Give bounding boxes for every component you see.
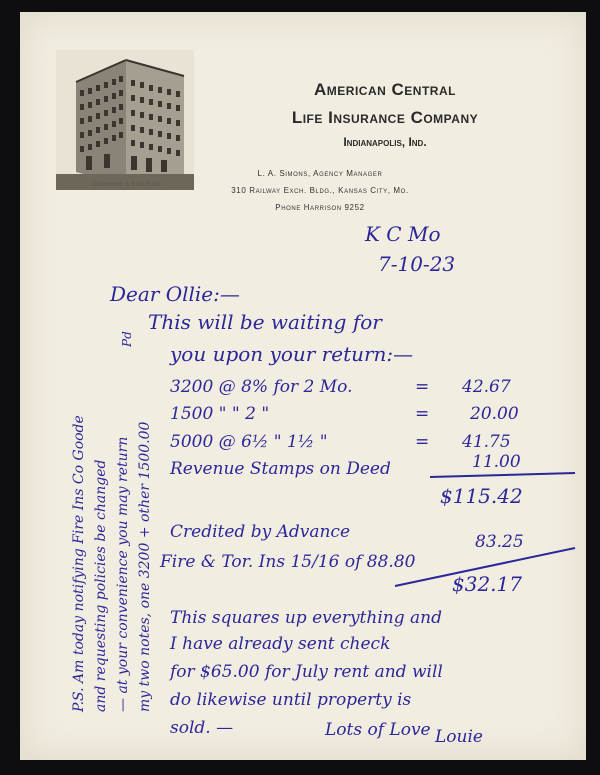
company-name-line2: Life Insurance Company — [291, 108, 479, 127]
closing: Lots of Love — [325, 720, 431, 740]
row-1-eq: = — [415, 377, 430, 397]
company-name-line1: American Central — [314, 80, 456, 99]
letter-place: K C Mo — [365, 222, 441, 246]
credited-label: Credited by Advance — [170, 522, 351, 542]
row-2-amount: 20.00 — [470, 404, 519, 424]
letter-sheet — [20, 12, 586, 760]
body-line-2: I have already sent check — [170, 634, 391, 654]
row-4-amount: 11.00 — [472, 452, 521, 472]
signature: Louie — [435, 727, 483, 747]
total-amount: $115.42 — [440, 484, 523, 508]
letter-date: 7-10-23 — [378, 252, 456, 276]
postscript-line-4: my two notes, one 3200 + other 1500.00 — [137, 421, 153, 712]
agency-address: 310 Railway Exch. Bldg., Kansas City, Mo. — [231, 186, 409, 195]
intro-line-1: This will be waiting for — [148, 310, 382, 334]
postscript-line-3: — at your convenience you may return — [115, 436, 131, 712]
row-3-eq: = — [415, 432, 430, 452]
body-line-4: do likewise until property is — [170, 690, 412, 710]
postscript-line-2: and requesting policies be changed — [93, 459, 109, 712]
agency-manager: L. A. Simons, Agency Manager — [257, 169, 383, 178]
building-caption: COMPANY'S BUILDING — [92, 182, 162, 188]
ink-rules — [20, 12, 586, 760]
balance-amount: $32.17 — [452, 572, 522, 596]
fire-insurance-amount: 83.25 — [475, 532, 524, 552]
agency-phone: Phone Harrison 9252 — [275, 203, 365, 212]
intro-line-2: you upon your return:— — [170, 342, 414, 366]
body-line-1: This squares up everything and — [170, 608, 442, 628]
postscript-initials: Pd — [120, 331, 134, 347]
row-1-label: 3200 @ 8% for 2 Mo. — [170, 377, 353, 397]
salutation: Dear Ollie:— — [110, 282, 240, 306]
row-1-amount: 42.67 — [462, 377, 511, 397]
balance-rule — [395, 548, 575, 586]
postscript-line-1: P.S. Am today notifying Fire Ins Co Goode — [71, 415, 87, 712]
row-3-label: 5000 @ 6½ " 1½ " — [170, 432, 328, 452]
body-line-3: for $65.00 for July rent and will — [170, 662, 443, 682]
body-line-5: sold. — — [170, 718, 234, 738]
row-3-amount: 41.75 — [462, 432, 511, 452]
total-rule — [430, 473, 575, 477]
row-2-label: 1500 " " 2 " — [170, 404, 270, 424]
fire-insurance-label: Fire & Tor. Ins 15/16 of 88.80 — [160, 552, 416, 572]
company-city: Indianapolis, Ind. — [343, 135, 427, 149]
row-2-eq: = — [415, 404, 430, 424]
row-4-label: Revenue Stamps on Deed — [170, 459, 391, 479]
